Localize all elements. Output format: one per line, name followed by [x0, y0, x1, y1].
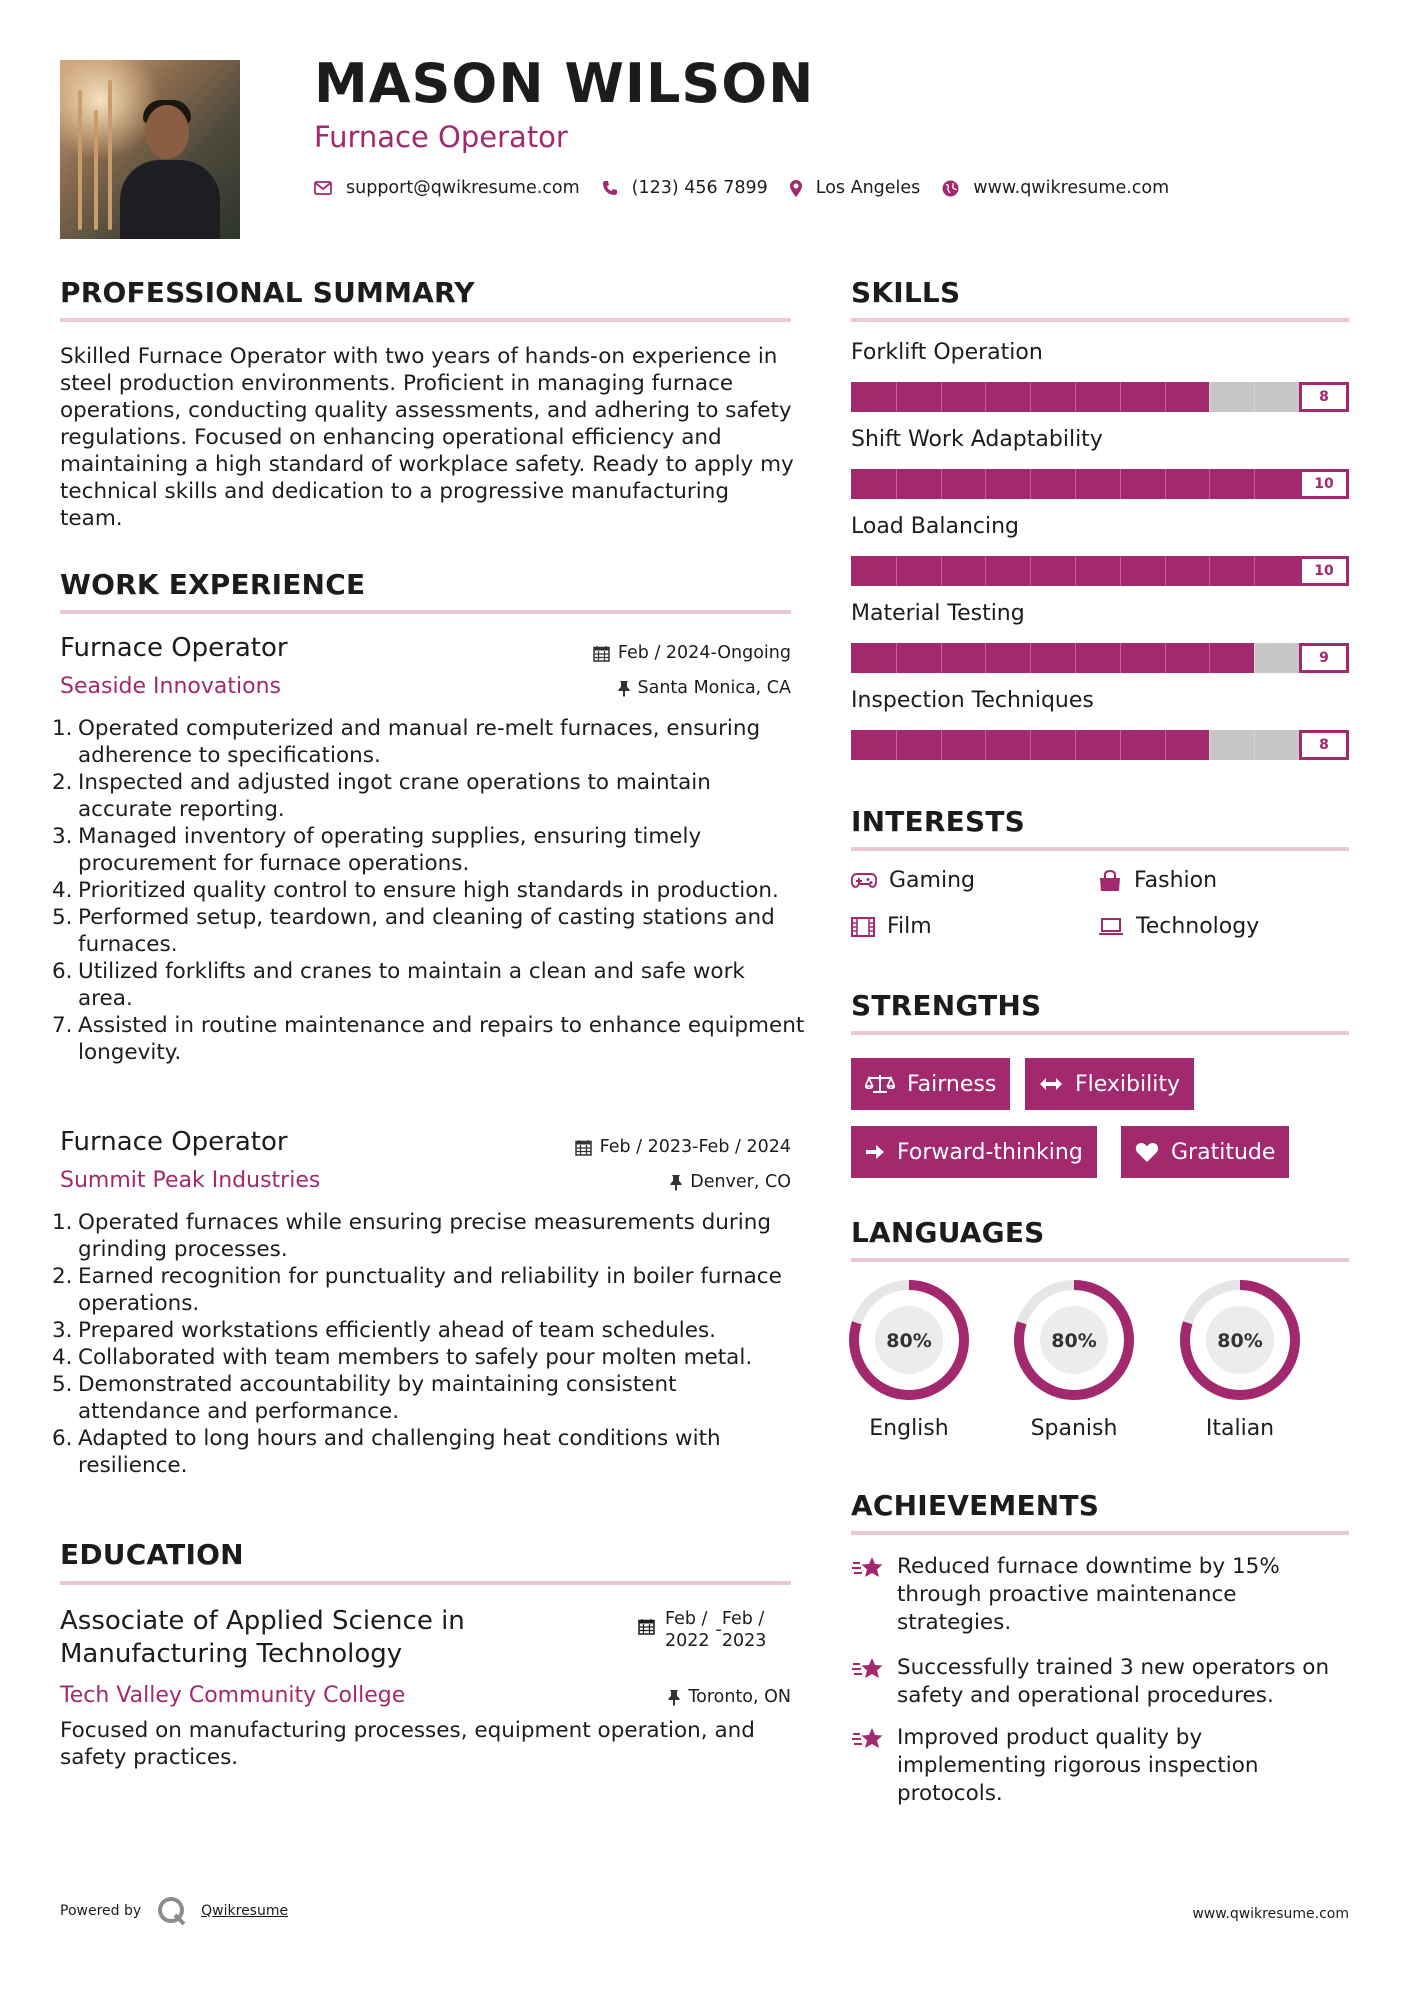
skill-level-bar	[851, 730, 1349, 760]
skill-bar-tick	[1254, 469, 1255, 499]
profile-photo	[60, 60, 240, 239]
skill-bar-tick	[1209, 730, 1210, 760]
strengths-heading: STRENGTHS	[851, 989, 1042, 1022]
interest-technology: Technology	[1098, 914, 1259, 939]
language-progress-ring	[847, 1278, 971, 1402]
achievements-heading: ACHIEVEMENTS	[851, 1489, 1100, 1522]
skill-bar-tick	[1120, 643, 1121, 673]
arrows-horizontal-icon	[1039, 1077, 1063, 1091]
skill-bar-tick	[985, 730, 986, 760]
skill-level-value: 10	[1299, 469, 1349, 499]
list-item: 2. Inspected and adjusted ingot crane operations to maintain accurate reporting.	[52, 770, 711, 822]
skill-bar-tick	[941, 382, 942, 412]
skill-bar-tick	[1165, 556, 1166, 586]
arrow-right-icon	[865, 1142, 885, 1162]
skill-level-value: 8	[1299, 382, 1349, 412]
list-item: 7. Assisted in routine maintenance and repairs to enhance equipment longevity.	[52, 1013, 805, 1065]
skill-bar-tick	[1120, 730, 1121, 760]
skill-level-bar	[851, 556, 1349, 586]
skill-bar-tick	[1030, 469, 1031, 499]
language-progress-ring	[1178, 1278, 1302, 1402]
skill-label: Material Testing	[851, 601, 1025, 626]
heart-icon	[1135, 1142, 1159, 1163]
candidate-title: Furnace Operator	[314, 120, 568, 154]
list-item: 3. Prepared workstations efficiently ahead of team schedules.	[52, 1318, 716, 1343]
strength-badge: Forward-thinking	[851, 1126, 1097, 1178]
skill-bar-tick	[941, 469, 942, 499]
skills-heading: SKILLS	[851, 276, 961, 309]
education-description: Focused on manufacturing processes, equipment operation, and safety practices.	[60, 1718, 755, 1770]
calendar-icon	[638, 1618, 655, 1641]
achievement-item: Improved product quality by implementing rigorous inspection protocols.	[851, 1724, 1349, 1808]
interests-divider	[851, 847, 1349, 851]
calendar-icon	[575, 1139, 592, 1156]
education-dates	[638, 1608, 766, 1652]
strength-badge: Gratitude	[1121, 1126, 1289, 1178]
skill-bar-tick	[985, 382, 986, 412]
skill-bar-tick	[1209, 382, 1210, 412]
balance-scale-icon	[865, 1073, 895, 1095]
skill-bar-tick	[1165, 469, 1166, 499]
school-name: Tech Valley Community College	[60, 1683, 406, 1708]
shopping-bag-icon	[1098, 870, 1122, 892]
skill-bar-tick	[1209, 643, 1210, 673]
job-dates: Feb / 2024-Ongoing	[593, 643, 791, 663]
education-start-date: Feb / 2022	[665, 1609, 710, 1651]
skills-divider	[851, 318, 1349, 322]
list-item: 5. Performed setup, teardown, and cleaning of casting stations and furnaces.	[52, 905, 775, 957]
summary-text: Skilled Furnace Operator with two years of hands-on experience in steel production environments. Proficient in managing furnace operations, conducting quality assessments, and adhering to safety regulations. Focused on enhancing operational efficiency and maintaining a high standard of workplace safety. Ready to apply my technical skills and dedication to a progressive manufacturing team.	[60, 344, 794, 531]
shooting-star-icon	[851, 1656, 887, 1682]
language-name: Spanish	[1030, 1416, 1118, 1441]
contact-website[interactable]: www.qwikresume.com	[942, 178, 1169, 198]
skill-bar-tick	[985, 643, 986, 673]
qwikresume-logo-icon	[157, 1896, 187, 1926]
list-item: 1. Operated furnaces while ensuring precise measurements during grinding processes.	[52, 1210, 772, 1262]
experience-heading: WORK EXPERIENCE	[60, 568, 366, 601]
skill-bar-tick	[1030, 643, 1031, 673]
skill-bar-tick	[1120, 556, 1121, 586]
skill-bar-tick	[1075, 643, 1076, 673]
skill-bar-tick	[896, 556, 897, 586]
strengths-divider	[851, 1031, 1349, 1035]
skill-bar-tick	[1075, 469, 1076, 499]
language-percent-label: 80%	[1217, 1330, 1263, 1352]
film-icon	[851, 917, 875, 937]
gamepad-icon	[851, 873, 877, 889]
contact-bar	[314, 178, 1191, 198]
skill-bar-tick	[1254, 382, 1255, 412]
skill-bar-tick	[1120, 469, 1121, 499]
achievement-item: Reduced furnace downtime by 15% through proactive maintenance strategies.	[851, 1553, 1349, 1637]
pushpin-icon	[668, 1689, 680, 1706]
skill-bar-tick	[896, 730, 897, 760]
skill-bar-tick	[1030, 556, 1031, 586]
skill-bar-tick	[1030, 382, 1031, 412]
skill-label: Inspection Techniques	[851, 688, 1094, 713]
languages-divider	[851, 1258, 1349, 1262]
skill-bar-tick	[1254, 643, 1255, 673]
skill-level-value: 8	[1299, 730, 1349, 760]
skill-bar-tick	[941, 556, 942, 586]
skill-bar-tick	[1165, 382, 1166, 412]
contact-phone[interactable]: (123) 456 7899	[602, 178, 768, 198]
list-item: 4. Prioritized quality control to ensure high standards in production.	[52, 878, 779, 903]
language-item	[1178, 1278, 1302, 1441]
footer-powered-by: Powered by Qwikresume	[60, 1896, 288, 1926]
skill-bar-tick	[1120, 382, 1121, 412]
globe-icon	[942, 180, 959, 197]
skill-bar-tick	[1209, 469, 1210, 499]
pushpin-icon	[618, 680, 630, 697]
interest-gaming: Gaming	[851, 868, 975, 893]
job-location: Santa Monica, CA	[618, 678, 792, 698]
job-title: Furnace Operator	[60, 633, 288, 663]
shooting-star-icon	[851, 1555, 887, 1581]
summary-divider	[60, 318, 791, 322]
skill-bar-tick	[941, 730, 942, 760]
laptop-icon	[1098, 918, 1124, 936]
skill-bar-tick	[1165, 643, 1166, 673]
skill-bar-tick	[1075, 556, 1076, 586]
job-location: Denver, CO	[670, 1172, 791, 1192]
calendar-icon	[593, 645, 610, 662]
skill-label: Forklift Operation	[851, 340, 1043, 365]
skill-bar-tick	[1165, 730, 1166, 760]
strength-badge: Fairness	[851, 1058, 1010, 1110]
interest-fashion: Fashion	[1098, 868, 1217, 893]
list-item: 5. Demonstrated accountability by maintaining consistent attendance and performance.	[52, 1372, 677, 1424]
skill-bar-tick	[1254, 556, 1255, 586]
footer-website-link[interactable]: www.qwikresume.com	[1192, 1906, 1349, 1922]
experience-divider	[60, 610, 791, 614]
interests-heading: INTERESTS	[851, 805, 1025, 838]
language-item	[847, 1278, 971, 1441]
footer-brand-link[interactable]: Qwikresume	[201, 1903, 289, 1919]
job-title: Furnace Operator	[60, 1127, 288, 1157]
job-duties-list	[52, 1209, 805, 1479]
job-duties-list	[52, 715, 805, 1066]
list-item: 1. Operated computerized and manual re-melt furnaces, ensuring adherence to specifications.	[52, 716, 761, 768]
interest-film: Film	[851, 914, 932, 939]
language-name: English	[869, 1416, 949, 1441]
skill-level-bar	[851, 469, 1349, 499]
skill-bar-tick	[896, 643, 897, 673]
language-item	[1012, 1278, 1136, 1441]
education-divider	[60, 1581, 791, 1585]
skill-level-bar	[851, 382, 1349, 412]
language-progress-ring	[1012, 1278, 1136, 1402]
skill-bar-tick	[896, 469, 897, 499]
education-heading: EDUCATION	[60, 1538, 244, 1571]
degree-title: Associate of Applied Science in Manufacturing Technology	[60, 1606, 465, 1669]
skill-level-value: 10	[1299, 556, 1349, 586]
phone-icon	[602, 180, 618, 196]
strength-badge: Flexibility	[1025, 1058, 1194, 1110]
skill-bar-tick	[985, 469, 986, 499]
skill-label: Shift Work Adaptability	[851, 427, 1103, 452]
achievement-item: Successfully trained 3 new operators on safety and operational procedures.	[851, 1654, 1349, 1710]
skill-bar-tick	[1209, 556, 1210, 586]
skill-bar-tick	[896, 382, 897, 412]
education-end-date: Feb / 2023	[721, 1609, 767, 1651]
skill-bar-tick	[941, 643, 942, 673]
language-percent-label: 80%	[1051, 1330, 1097, 1352]
map-pin-icon	[790, 180, 802, 197]
list-item: 3. Managed inventory of operating supplies, ensuring timely procurement for furnace operations.	[52, 824, 702, 876]
languages-heading: LANGUAGES	[851, 1216, 1045, 1249]
envelope-icon	[314, 181, 332, 195]
language-name: Italian	[1205, 1416, 1275, 1441]
summary-heading: PROFESSIONAL SUMMARY	[60, 276, 475, 309]
skill-bar-tick	[985, 556, 986, 586]
skill-level-value: 9	[1299, 643, 1349, 673]
skill-bar-tick	[1254, 730, 1255, 760]
language-percent-label: 80%	[886, 1330, 932, 1352]
contact-email[interactable]: support@qwikresume.com	[314, 178, 580, 198]
skill-bar-tick	[1075, 382, 1076, 412]
skill-bar-tick	[1075, 730, 1076, 760]
shooting-star-icon	[851, 1726, 887, 1752]
skill-level-fill	[851, 643, 1254, 673]
skill-level-bar	[851, 643, 1349, 673]
contact-location: Los Angeles	[790, 178, 921, 198]
skill-bar-tick	[1030, 730, 1031, 760]
list-item: 2. Earned recognition for punctuality and reliability in boiler furnace operations.	[52, 1264, 782, 1316]
candidate-name: MASON WILSON	[314, 52, 815, 115]
skill-label: Load Balancing	[851, 514, 1019, 539]
achievements-divider	[851, 1531, 1349, 1535]
job-dates: Feb / 2023-Feb / 2024	[575, 1137, 791, 1157]
pushpin-icon	[670, 1174, 682, 1191]
date-separator: -	[715, 1620, 722, 1640]
company-name: Seaside Innovations	[60, 674, 281, 699]
company-name: Summit Peak Industries	[60, 1168, 321, 1193]
list-item: 6. Adapted to long hours and challenging heat conditions with resilience.	[52, 1426, 721, 1478]
list-item: 4. Collaborated with team members to safely pour molten metal.	[52, 1345, 753, 1370]
education-location: Toronto, ON	[668, 1687, 791, 1707]
list-item: 6. Utilized forklifts and cranes to maintain a clean and safe work area.	[52, 959, 745, 1011]
